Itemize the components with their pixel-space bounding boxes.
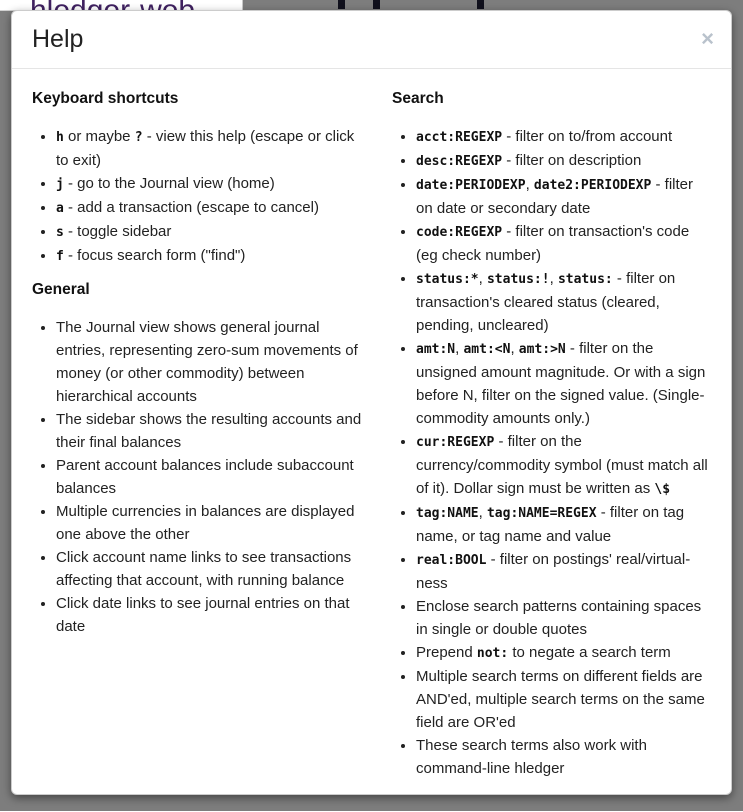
help-item: • real:BOOL - filter on postings' real/virtual-ness xyxy=(416,548,711,595)
help-item: • j - go to the Journal view (home) xyxy=(56,172,366,196)
right-column xyxy=(392,89,711,792)
code-term: amt:<N xyxy=(463,342,511,357)
help-item: • Enclose search patterns containing spaces in single or double quotes xyxy=(416,595,711,641)
modal-title: Help xyxy=(32,25,84,53)
help-item: • Prepend not: to negate a search term xyxy=(416,641,711,665)
help-item: • Click account name links to see transactions affecting that account, with running balance xyxy=(56,546,366,592)
help-item: • desc:REGEXP - filter on description xyxy=(416,149,711,173)
help-item: • Multiple currencies in balances are displayed one above the other xyxy=(56,500,366,546)
code-term: cur:REGEXP xyxy=(416,435,495,450)
code-term: \$ xyxy=(654,482,671,497)
code-term: desc:REGEXP xyxy=(416,154,503,169)
help-item: • tag:NAME, tag:NAME=REGEX - filter on tag name, or tag name and value xyxy=(416,501,711,548)
help-item: • date:PERIODEXP, date2:PERIODEXP - filter on date or secondary date xyxy=(416,173,711,220)
modal-body xyxy=(12,69,731,812)
help-list-general xyxy=(32,316,366,638)
code-term: status:! xyxy=(486,272,550,287)
code-term: tag:NAME xyxy=(416,506,479,521)
help-list-search xyxy=(392,125,711,780)
code-term: f xyxy=(56,249,64,264)
background-heading-fragment xyxy=(373,0,380,9)
help-item: • cur:REGEXP - filter on the currency/commodity symbol (must match all of it). Dollar sign must be written as \$ xyxy=(416,430,711,501)
code-term: status: xyxy=(557,272,613,287)
help-list-keyboard-shortcuts xyxy=(32,125,366,268)
help-item: • f - focus search form ("find") xyxy=(56,244,366,268)
help-item: • h or maybe ? - view this help (escape or click to exit) xyxy=(56,125,366,172)
help-item: • status:*, status:!, status: - filter on transaction's cleared status (cleared, pending, uncleared) xyxy=(416,267,711,337)
code-term: code:REGEXP xyxy=(416,225,503,240)
background-heading-fragment xyxy=(338,0,345,9)
code-term: real:BOOL xyxy=(416,553,487,568)
code-term: a xyxy=(56,201,64,216)
code-term: amt:N xyxy=(416,342,456,357)
help-item: • The sidebar shows the resulting accounts and their final balances xyxy=(56,408,366,454)
code-term: not: xyxy=(476,646,509,661)
help-item: • acct:REGEXP - filter on to/from account xyxy=(416,125,711,149)
help-item: • Multiple search terms on different fields are AND'ed, multiple search terms on the same field are OR'ed xyxy=(416,665,711,734)
help-item: • Parent account balances include subaccount balances xyxy=(56,454,366,500)
left-column xyxy=(32,89,366,792)
code-term: tag:NAME=REGEX xyxy=(486,506,597,521)
section-heading-search: Search xyxy=(392,90,444,107)
code-term: date2:PERIODEXP xyxy=(533,178,652,193)
help-item: • code:REGEXP - filter on transaction's code (eg check number) xyxy=(416,220,711,267)
background-heading-fragment xyxy=(477,0,484,9)
close-button[interactable]: × xyxy=(701,26,714,51)
code-term: h xyxy=(56,130,64,145)
help-item: • These search terms also work with command-line hledger xyxy=(416,734,711,780)
code-term: ? xyxy=(134,130,143,145)
code-term: date:PERIODEXP xyxy=(416,178,526,193)
section-heading-keyboard-shortcuts: Keyboard shortcuts xyxy=(32,90,179,107)
help-item: • The Journal view shows general journal entries, representing zero-sum movements of money (or other commodity) between hierarchical accounts xyxy=(56,316,366,408)
section-heading-general: General xyxy=(32,281,90,298)
code-term: acct:REGEXP xyxy=(416,130,503,145)
code-term: status:* xyxy=(416,272,479,287)
code-term: s xyxy=(56,225,64,240)
sidebar-divider xyxy=(242,0,243,10)
code-term: amt:>N xyxy=(518,342,566,357)
modal-header xyxy=(12,11,731,69)
help-item: • a - add a transaction (escape to cancel) xyxy=(56,196,366,220)
code-term: j xyxy=(56,177,64,192)
help-item: • amt:N, amt:<N, amt:>N - filter on the unsigned amount magnitude. Or with a sign before N, filter on the signed value. (Single-commodity amounts only.) xyxy=(416,337,711,430)
help-item: • Click date links to see journal entries on that date xyxy=(56,592,366,638)
help-item: • s - toggle sidebar xyxy=(56,220,366,244)
help-modal xyxy=(11,10,732,795)
